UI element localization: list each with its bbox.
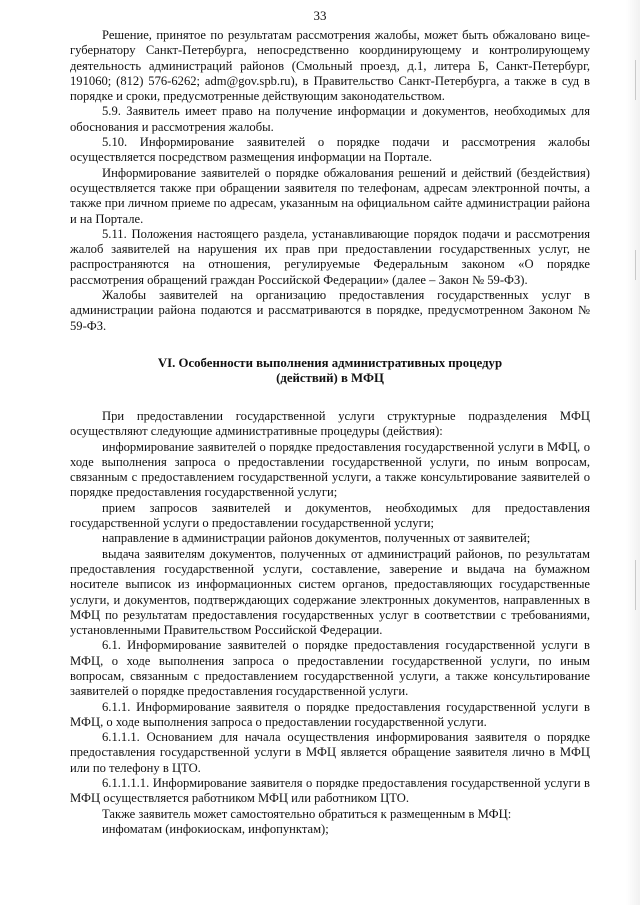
scan-edge-mark [635,250,636,280]
section-heading [70,356,590,387]
paragraph-6-1-1-1-1: 6.1.1.1.1. Информирование заявителя о порядке предоставления государственной услуги в МФЦ осуществляется работником МФЦ или работником ЦТО. [70,776,590,806]
paragraph-self-service: Также заявитель может самостоятельно обратиться к размещенным в МФЦ: [102,806,512,821]
paragraph-appeal-info: Информирование заявителей о порядке обжалования решений и действий (бездействия) осуществляется также при обращении заявителя по телефонам, адресам электронной почты, а также при личном приеме по адресам, указанным на официальном сайте администрации района и на Портале. [70,165,590,226]
section-heading-line1: VI. Особенности выполнения административных процедур [157,355,503,370]
list-item-informing: информирование заявителей о порядке предоставления государственной услуги в МФЦ, о ходе выполнения запроса о предоставлении государственной услуги, по иным вопросам, связанным с предоставлением государственной услуги, а также консультирование заявителей о порядке предоставления государственной услуги; [70,439,590,500]
section-heading-line2: (действий) в МФЦ [276,371,384,386]
paragraph-6-1: 6.1. Информирование заявителей о порядке предоставления государственной услуги в МФЦ, о ходе выполнения запроса о предоставлении государственной услуги, по иным вопросам, связанным с предоставлением государственной услуги, а также консультирование заявителей о порядке предоставления государственной услуги. [70,638,590,699]
paragraph-5-9: 5.9. Заявитель имеет право на получение информации и документов, необходимых для обоснования и рассмотрения жалобы. [70,104,590,134]
paragraph-6-1-1-1: 6.1.1.1. Основанием для начала осуществления информирования заявителя о порядке предоставления государственной услуги в МФЦ является обращение заявителя лично в МФЦ или по телефону в ЦТО. [70,730,590,775]
list-item-accepting-requests: прием запросов заявителей и документов, необходимых для предоставления государственной услуги о предоставлении государственной услуги; [70,500,590,531]
scan-edge-mark [635,560,636,610]
paragraph-complaints-59fz: Жалобы заявителей на организацию предоставления государственных услуг в администрации района подаются и рассматриваются в порядке, предусмотренном Законом № 59-ФЗ. [70,288,590,333]
scan-edge-mark [635,60,636,100]
paragraph-appeal-decision: Решение, принятое по результатам рассмотрения жалобы, может быть обжаловано вице-губернатору Санкт-Петербурга, непосредственно координирующему и контролирующему деятельность администраций районов (Смольный проезд, д.1, литера Б, Санкт-Петербург, 191060; (812) 576-6262; adm@gov.spb.ru), в Правительство Санкт-Петербурга, а также в суд в порядке и сроки, предусмотренные действующим законодательством. [70,28,590,104]
paragraph-5-10: 5.10. Информирование заявителей о порядке подачи и рассмотрения жалобы осуществляется посредством размещения информации на Портале. [70,135,590,165]
paragraph-mfc-procedures-intro: При предоставлении государственной услуги структурные подразделения МФЦ осуществляют следующие административные процедуры (действия): [70,408,590,439]
list-item-sending-documents: направление в администрации районов документов, полученных от заявителей; [102,531,531,546]
page-number: 33 [313,8,327,23]
document-body [70,28,590,837]
paragraph-6-1-1: 6.1.1. Информирование заявителя о порядке предоставления государственной услуги в МФЦ, о ходе выполнения запроса о предоставлении государственной услуги. [70,699,590,729]
list-item-issuing-documents: выдача заявителям документов, полученных от администраций районов, по результатам предоставления государственной услуги, составление, заверение и выдача на бумажном носителе выписок из информационных систем органов, предоставляющих государственные услуги, и документов, подтверждающих содержание электронных документов, направленных в МФЦ по результатам предоставления государственных услуг в соответствии с требованиями, установленными Правительством Российской Федерации. [70,546,590,638]
paragraph-5-11: 5.11. Положения настоящего раздела, устанавливающие порядок подачи и рассмотрения жалоб заявителей на нарушения их прав при предоставлении государственных услуг, не распространяются на отношения, регулируемые Федеральным законом «О порядке рассмотрения обращений граждан Российской Федерации» (далее – Закон № 59-ФЗ). [70,226,590,287]
list-item-infomats: инфоматам (инфокиоскам, инфопунктам); [102,821,329,836]
scan-edge [626,0,640,905]
